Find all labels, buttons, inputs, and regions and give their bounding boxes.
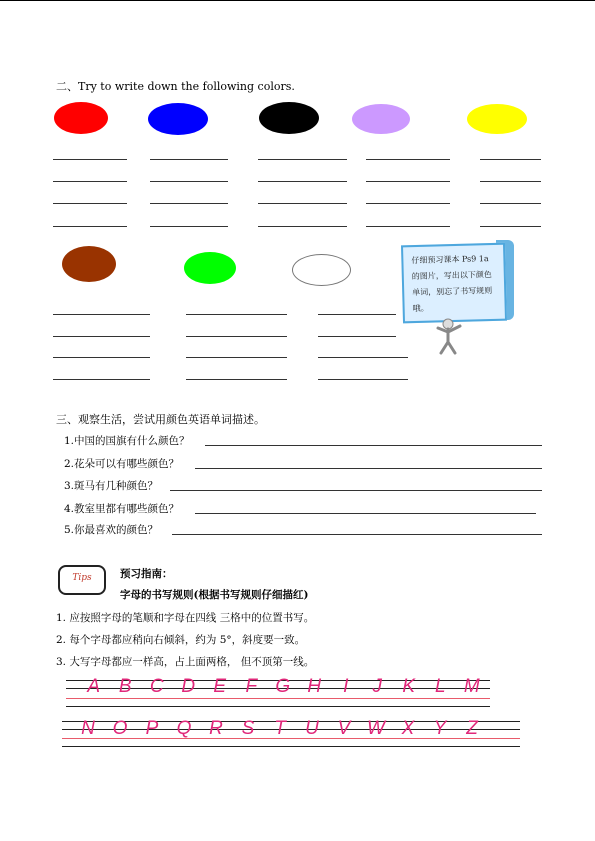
answer-line[interactable] [186,379,287,380]
question-answer-line[interactable] [172,534,542,535]
answer-line[interactable] [53,181,127,182]
answer-line[interactable] [480,226,541,227]
preview-callout: 仔细预习课本 Ps9 1a 的图片，写出以下颜色单词，别忘了书写规则哦。 [401,243,507,324]
answer-line[interactable] [53,357,150,358]
color-oval [54,102,108,134]
answer-line[interactable] [258,159,347,160]
answer-line[interactable] [53,159,127,160]
question-answer-line[interactable] [170,490,542,491]
rule-3: 3. 大写字母都应一样高，占上面两格， 但不顶第一线。 [56,656,315,668]
section2-title: 二、Try to write down the following colors. [56,80,295,93]
answer-line[interactable] [53,379,150,380]
answer-line[interactable] [318,314,396,315]
answer-line[interactable] [258,226,347,227]
color-oval [352,104,410,134]
figure-icon [432,318,466,356]
traced-letter-x: X [401,718,415,739]
letters-row-1 [78,676,488,698]
answer-line[interactable] [150,226,228,227]
answer-line[interactable] [186,336,287,337]
answer-line[interactable] [366,203,450,204]
answer-line[interactable] [53,226,127,227]
question-text: 5.你最喜欢的颜色？ [64,524,159,536]
question-answer-line[interactable] [195,468,542,469]
traced-letter-s: S [241,718,255,739]
color-oval [259,102,319,134]
traced-letter-o: O [112,718,128,739]
answer-line[interactable] [258,181,347,182]
question-answer-line[interactable] [205,445,542,446]
color-oval [292,254,351,286]
traced-letter-e: E [213,676,227,697]
answer-line[interactable] [150,159,228,160]
traced-letter-g: G [275,676,291,697]
grid-line [66,706,490,707]
answer-line[interactable] [318,336,396,337]
question-text: 3.斑马有几种颜色？ [64,480,159,492]
letters-row-2 [72,718,488,740]
question-text: 4.教室里都有哪些颜色？ [64,503,180,515]
question-answer-line[interactable] [195,513,536,514]
answer-line[interactable] [480,203,541,204]
color-oval [62,246,116,282]
answer-line[interactable] [186,314,287,315]
traced-letter-p: P [145,718,159,739]
page-top-rule [0,0,595,1]
traced-letter-v: V [337,718,351,739]
section3-title: 三、观察生活，尝试用颜色英语单词描述。 [56,413,265,426]
traced-letter-t: T [274,718,286,739]
traced-letter-l: L [434,676,446,697]
traced-letter-w: W [367,718,385,739]
answer-line[interactable] [366,226,450,227]
traced-letter-r: R [209,718,223,739]
traced-letter-a: A [87,676,101,697]
question-text: 2.花朵可以有哪些颜色？ [64,458,180,470]
answer-line[interactable] [318,357,408,358]
color-oval [148,103,208,135]
answer-line[interactable] [366,181,450,182]
answer-line[interactable] [53,314,150,315]
answer-line[interactable] [150,203,228,204]
traced-letter-y: Y [433,718,447,739]
grid-line [62,746,520,747]
answer-line[interactable] [480,181,541,182]
question-text: 1.中国的国旗有什么颜色？ [64,435,190,447]
answer-line[interactable] [186,357,287,358]
answer-line[interactable] [150,181,228,182]
answer-line[interactable] [53,203,127,204]
traced-letter-j: J [372,676,382,697]
rule-1: 1. 应按照字母的笔顺和字母在四线 三格中的位置书写。 [56,612,315,624]
traced-letter-u: U [305,718,319,739]
answer-line[interactable] [53,336,150,337]
answer-line[interactable] [258,203,347,204]
traced-letter-c: C [149,676,164,697]
traced-letter-n: N [81,718,95,739]
traced-letter-i: I [343,676,349,697]
rule-2: 2. 每个字母都应稍向右倾斜，约为 5°，斜度要一致。 [56,634,306,646]
guide-subheading: 字母的书写规则(根据书写规则仔细描红) [120,589,309,601]
traced-letter-q: Q [176,718,192,739]
tips-badge: Tips [58,565,106,595]
traced-letter-f: F [245,676,258,697]
color-oval [184,252,236,284]
grid-line [66,698,490,699]
color-oval [467,104,527,134]
answer-line[interactable] [318,379,408,380]
traced-letter-d: D [181,676,196,697]
traced-letter-b: B [118,676,132,697]
traced-letter-k: K [402,676,416,697]
answer-line[interactable] [366,159,450,160]
guide-heading: 预习指南： [120,568,173,580]
traced-letter-z: Z [466,718,478,739]
answer-line[interactable] [480,159,541,160]
traced-letter-h: H [307,676,322,697]
traced-letter-m: M [463,676,480,697]
